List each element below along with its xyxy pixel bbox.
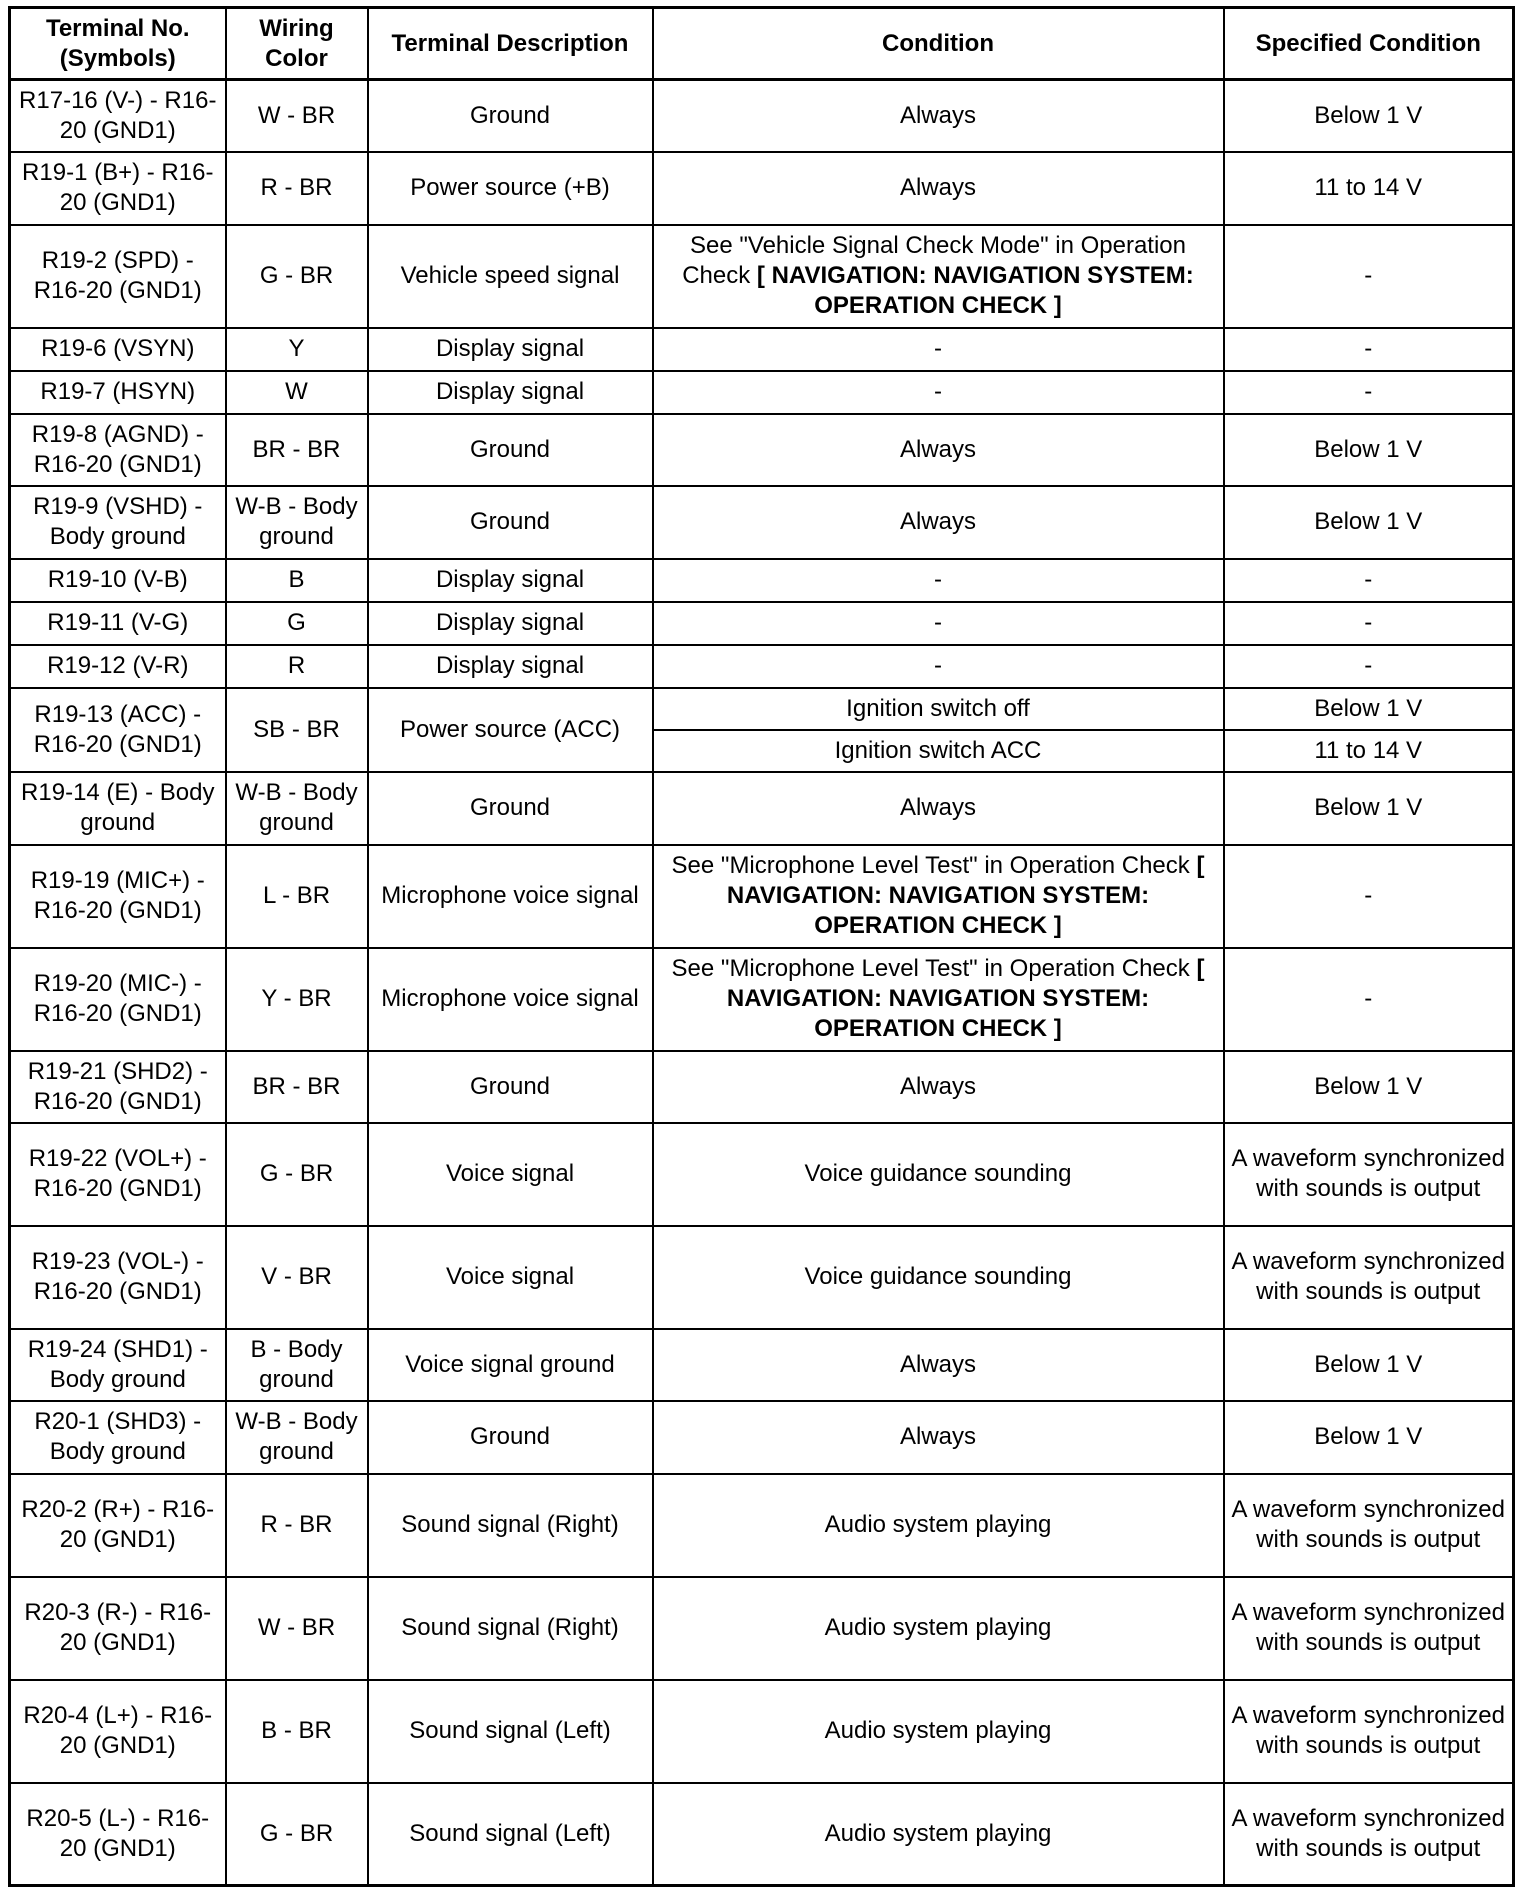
- wiring-cell: G - BR: [226, 225, 368, 328]
- condition-cell: [653, 948, 1224, 1051]
- condition-cell: Ignition switch ACC: [653, 730, 1224, 772]
- condition-cell: Always: [653, 414, 1224, 486]
- specified-cell: Below 1 V: [1224, 1051, 1514, 1123]
- wiring-cell: G - BR: [226, 1123, 368, 1226]
- condition-cell: Voice guidance sounding: [653, 1123, 1224, 1226]
- condition-cell: -: [653, 371, 1224, 414]
- table-row: [10, 688, 1514, 730]
- wiring-cell: R - BR: [226, 1474, 368, 1577]
- condition-text: See "Microphone Level Test" in Operation Check: [671, 955, 1190, 982]
- specified-cell: -: [1224, 845, 1514, 948]
- specified-cell: -: [1224, 225, 1514, 328]
- wiring-cell: B: [226, 559, 368, 602]
- description-cell: Microphone voice signal: [368, 948, 653, 1051]
- specified-cell: Below 1 V: [1224, 486, 1514, 559]
- header-terminal-description: Terminal Description: [368, 8, 653, 80]
- terminal-cell: R20-1 (SHD3) - Body ground: [10, 1401, 226, 1474]
- table-row: [10, 152, 1514, 225]
- description-cell: Sound signal (Right): [368, 1474, 653, 1577]
- description-cell: Voice signal: [368, 1123, 653, 1226]
- terminal-cell: R19-21 (SHD2) - R16-20 (GND1): [10, 1051, 226, 1123]
- table-row: [10, 1329, 1514, 1401]
- description-cell: Ground: [368, 772, 653, 845]
- terminal-cell: R19-11 (V-G): [10, 602, 226, 645]
- condition-cell: [653, 845, 1224, 948]
- table-row: [10, 1474, 1514, 1577]
- description-cell: Ground: [368, 80, 653, 152]
- wiring-cell: Y - BR: [226, 948, 368, 1051]
- wiring-cell: BR - BR: [226, 1051, 368, 1123]
- table-row: [10, 772, 1514, 845]
- terminal-cell: R19-20 (MIC-) - R16-20 (GND1): [10, 948, 226, 1051]
- specified-cell: Below 1 V: [1224, 772, 1514, 845]
- table-row: [10, 328, 1514, 371]
- condition-cell: Always: [653, 1051, 1224, 1123]
- specified-cell: Below 1 V: [1224, 80, 1514, 152]
- condition-text: See "Microphone Level Test" in Operation Check: [671, 852, 1190, 879]
- specified-cell: Below 1 V: [1224, 688, 1514, 730]
- condition-cell: Audio system playing: [653, 1474, 1224, 1577]
- terminal-cell: R19-1 (B+) - R16-20 (GND1): [10, 152, 226, 225]
- condition-cell: [653, 225, 1224, 328]
- condition-cell: Audio system playing: [653, 1680, 1224, 1783]
- wiring-cell: R - BR: [226, 152, 368, 225]
- table-row: [10, 371, 1514, 414]
- description-cell: Ground: [368, 1051, 653, 1123]
- wiring-cell: Y: [226, 328, 368, 371]
- condition-cell: Audio system playing: [653, 1577, 1224, 1680]
- header-terminal: Terminal No. (Symbols): [10, 8, 226, 80]
- condition-cell: -: [653, 645, 1224, 688]
- condition-cell: Always: [653, 772, 1224, 845]
- condition-cell: Voice guidance sounding: [653, 1226, 1224, 1329]
- specified-cell: 11 to 14 V: [1224, 730, 1514, 772]
- table-row: [10, 602, 1514, 645]
- wiring-cell: W-B - Body ground: [226, 1401, 368, 1474]
- specified-cell: -: [1224, 602, 1514, 645]
- table-row: [10, 225, 1514, 328]
- specified-cell: A waveform synchronized with sounds is output: [1224, 1783, 1514, 1886]
- description-cell: Power source (+B): [368, 152, 653, 225]
- description-cell: Sound signal (Left): [368, 1680, 653, 1783]
- table-row: [10, 1783, 1514, 1886]
- description-cell: Power source (ACC): [368, 688, 653, 772]
- terminal-cell: R19-10 (V-B): [10, 559, 226, 602]
- terminal-cell: R19-24 (SHD1) - Body ground: [10, 1329, 226, 1401]
- terminal-cell: R19-22 (VOL+) - R16-20 (GND1): [10, 1123, 226, 1226]
- table-row: [10, 1123, 1514, 1226]
- condition-cell: Always: [653, 1401, 1224, 1474]
- terminal-cell: R19-23 (VOL-) - R16-20 (GND1): [10, 1226, 226, 1329]
- wiring-cell: B - Body ground: [226, 1329, 368, 1401]
- specified-cell: -: [1224, 559, 1514, 602]
- specified-cell: A waveform synchronized with sounds is output: [1224, 1680, 1514, 1783]
- wiring-cell: R: [226, 645, 368, 688]
- table-row: [10, 1577, 1514, 1680]
- condition-cell: Ignition switch off: [653, 688, 1224, 730]
- specified-cell: A waveform synchronized with sounds is output: [1224, 1577, 1514, 1680]
- description-cell: Display signal: [368, 602, 653, 645]
- specified-cell: A waveform synchronized with sounds is output: [1224, 1123, 1514, 1226]
- terminal-cell: R20-4 (L+) - R16-20 (GND1): [10, 1680, 226, 1783]
- terminal-spec-table: [8, 6, 1515, 1887]
- table-row: [10, 845, 1514, 948]
- condition-cell: Always: [653, 80, 1224, 152]
- table-row: [10, 486, 1514, 559]
- condition-cell: Always: [653, 1329, 1224, 1401]
- wiring-cell: W-B - Body ground: [226, 486, 368, 559]
- operation-check-link[interactable]: [ NAVIGATION: NAVIGATION SYSTEM: OPERATION CHECK ]: [756, 262, 1194, 319]
- table-row: [10, 645, 1514, 688]
- wiring-cell: L - BR: [226, 845, 368, 948]
- terminal-cell: R20-2 (R+) - R16-20 (GND1): [10, 1474, 226, 1577]
- wiring-cell: W: [226, 371, 368, 414]
- description-cell: Ground: [368, 414, 653, 486]
- specified-cell: -: [1224, 645, 1514, 688]
- condition-text: See "Vehicle Signal Check Mode" in Operation Check: [682, 232, 1186, 289]
- wiring-cell: SB - BR: [226, 688, 368, 772]
- specified-cell: -: [1224, 328, 1514, 371]
- operation-check-link[interactable]: [ NAVIGATION: NAVIGATION SYSTEM: OPERATION CHECK ]: [726, 852, 1205, 939]
- terminal-cell: R19-6 (VSYN): [10, 328, 226, 371]
- description-cell: Voice signal: [368, 1226, 653, 1329]
- wiring-cell: G: [226, 602, 368, 645]
- header-condition: Condition: [653, 8, 1224, 80]
- header-wiring-color: Wiring Color: [226, 8, 368, 80]
- condition-cell: -: [653, 602, 1224, 645]
- description-cell: Display signal: [368, 371, 653, 414]
- description-cell: Display signal: [368, 559, 653, 602]
- table-row: [10, 1226, 1514, 1329]
- terminal-cell: R19-8 (AGND) - R16-20 (GND1): [10, 414, 226, 486]
- table-row: [10, 948, 1514, 1051]
- wiring-cell: W - BR: [226, 1577, 368, 1680]
- terminal-cell: R20-5 (L-) - R16-20 (GND1): [10, 1783, 226, 1886]
- specified-cell: Below 1 V: [1224, 414, 1514, 486]
- description-cell: Ground: [368, 486, 653, 559]
- header-row: [10, 8, 1514, 80]
- terminal-cell: R19-2 (SPD) - R16-20 (GND1): [10, 225, 226, 328]
- terminal-cell: R19-14 (E) - Body ground: [10, 772, 226, 845]
- specified-cell: 11 to 14 V: [1224, 152, 1514, 225]
- description-cell: Voice signal ground: [368, 1329, 653, 1401]
- condition-cell: Always: [653, 486, 1224, 559]
- operation-check-link[interactable]: [ NAVIGATION: NAVIGATION SYSTEM: OPERATION CHECK ]: [726, 955, 1205, 1042]
- table-row: [10, 1051, 1514, 1123]
- terminal-cell: R19-12 (V-R): [10, 645, 226, 688]
- specified-cell: A waveform synchronized with sounds is output: [1224, 1226, 1514, 1329]
- specified-cell: Below 1 V: [1224, 1401, 1514, 1474]
- specified-cell: -: [1224, 371, 1514, 414]
- wiring-cell: W-B - Body ground: [226, 772, 368, 845]
- terminal-cell: R19-9 (VSHD) - Body ground: [10, 486, 226, 559]
- terminal-cell: R19-13 (ACC) - R16-20 (GND1): [10, 688, 226, 772]
- terminal-cell: R19-7 (HSYN): [10, 371, 226, 414]
- wiring-cell: B - BR: [226, 1680, 368, 1783]
- description-cell: Sound signal (Left): [368, 1783, 653, 1886]
- wiring-cell: W - BR: [226, 80, 368, 152]
- table-row: [10, 1680, 1514, 1783]
- table-row: [10, 414, 1514, 486]
- description-cell: Sound signal (Right): [368, 1577, 653, 1680]
- description-cell: Display signal: [368, 645, 653, 688]
- condition-cell: -: [653, 559, 1224, 602]
- wiring-cell: G - BR: [226, 1783, 368, 1886]
- header-specified-condition: Specified Condition: [1224, 8, 1514, 80]
- specified-cell: -: [1224, 948, 1514, 1051]
- condition-cell: Audio system playing: [653, 1783, 1224, 1886]
- description-cell: Display signal: [368, 328, 653, 371]
- condition-cell: Always: [653, 152, 1224, 225]
- description-cell: Vehicle speed signal: [368, 225, 653, 328]
- table-row: [10, 1401, 1514, 1474]
- specified-cell: Below 1 V: [1224, 1329, 1514, 1401]
- table-row: [10, 80, 1514, 152]
- description-cell: Ground: [368, 1401, 653, 1474]
- specified-cell: A waveform synchronized with sounds is output: [1224, 1474, 1514, 1577]
- terminal-cell: R19-19 (MIC+) - R16-20 (GND1): [10, 845, 226, 948]
- terminal-cell: R17-16 (V-) - R16-20 (GND1): [10, 80, 226, 152]
- description-cell: Microphone voice signal: [368, 845, 653, 948]
- wiring-cell: V - BR: [226, 1226, 368, 1329]
- terminal-cell: R20-3 (R-) - R16-20 (GND1): [10, 1577, 226, 1680]
- condition-cell: -: [653, 328, 1224, 371]
- table-row: [10, 559, 1514, 602]
- wiring-cell: BR - BR: [226, 414, 368, 486]
